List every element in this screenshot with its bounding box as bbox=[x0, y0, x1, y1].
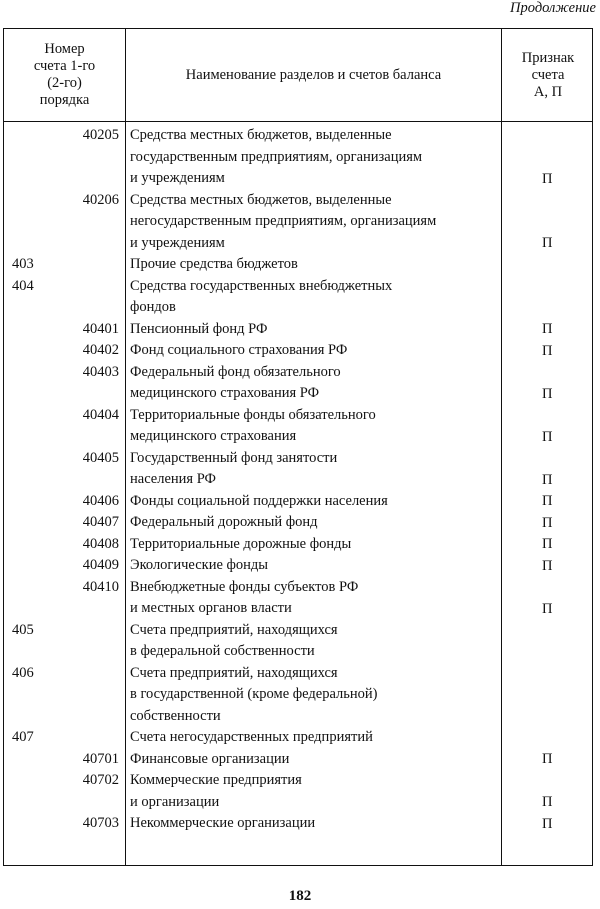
header-account-name: Наименование разделов и счетов баланса bbox=[185, 66, 442, 83]
account-sign: П bbox=[542, 557, 553, 574]
table-row bbox=[4, 770, 592, 813]
account-sign: П bbox=[542, 794, 553, 810]
account-name: Коммерческие предприятия и организации bbox=[130, 772, 302, 810]
account-name: Территориальные дорожные фонды bbox=[130, 535, 352, 552]
table-row bbox=[4, 340, 592, 362]
account-name: Территориальные фонды обязательного медицинского страхования bbox=[130, 406, 376, 444]
account-name: Некоммерческие организации bbox=[130, 815, 316, 831]
account-number: 40401 bbox=[82, 320, 119, 337]
table-row bbox=[4, 727, 592, 749]
page-number: 182 bbox=[288, 888, 312, 904]
account-sign: П bbox=[542, 493, 553, 509]
table-row bbox=[4, 276, 592, 319]
account-number: 40408 bbox=[82, 535, 119, 552]
accounts-table bbox=[3, 28, 593, 866]
account-number: 40404 bbox=[82, 406, 119, 423]
account-name: Пенсионный фонд РФ bbox=[130, 320, 268, 337]
table-row bbox=[4, 190, 592, 255]
table-header bbox=[4, 29, 592, 122]
account-sign: П bbox=[542, 514, 553, 531]
account-name: Финансовые организации bbox=[130, 750, 290, 767]
account-number: 40402 bbox=[82, 342, 119, 358]
account-name: Средства государственных внебюджетных фондов bbox=[130, 277, 393, 315]
table-row bbox=[4, 254, 592, 276]
account-name: Федеральный дорожный фонд bbox=[130, 514, 318, 530]
account-sign: П bbox=[542, 385, 553, 402]
account-sign: П bbox=[542, 600, 553, 617]
table-row bbox=[4, 362, 592, 405]
account-name: Прочие средства бюджетов bbox=[130, 256, 298, 272]
table-row bbox=[4, 534, 592, 556]
account-name: Фонды социальной поддержки населения bbox=[130, 492, 388, 509]
account-name: Фонд социального страхования РФ bbox=[130, 342, 348, 358]
account-sign: П bbox=[542, 471, 553, 488]
account-number: 40205 bbox=[82, 127, 119, 143]
header-account-number: Номер счета 1-го (2-го) порядка bbox=[33, 41, 96, 108]
table-row bbox=[4, 663, 592, 728]
header-account-sign: Признак счета А, П bbox=[521, 49, 575, 100]
account-number: 40206 bbox=[82, 191, 119, 208]
account-number: 40405 bbox=[82, 449, 119, 466]
table-row bbox=[4, 491, 592, 513]
account-number: 40702 bbox=[82, 772, 119, 788]
table-row bbox=[4, 448, 592, 491]
account-sign: П bbox=[542, 751, 553, 767]
account-sign: П bbox=[542, 170, 553, 187]
account-sign: П bbox=[542, 815, 553, 832]
continuation-note: Продолжение bbox=[510, 0, 596, 16]
account-number: 40410 bbox=[82, 578, 119, 595]
account-sign: П bbox=[542, 536, 553, 552]
account-name: Экологические фонды bbox=[130, 557, 269, 573]
account-number: 403 bbox=[12, 256, 34, 272]
account-number: 40701 bbox=[82, 750, 119, 767]
table-body bbox=[4, 125, 592, 835]
account-number: 406 bbox=[12, 664, 34, 681]
account-number: 40407 bbox=[82, 514, 119, 530]
account-number: 40703 bbox=[82, 815, 119, 831]
table-row bbox=[4, 125, 592, 190]
account-name: Счета негосударственных предприятий bbox=[130, 729, 373, 745]
account-name: Государственный фонд занятости населения РФ bbox=[130, 449, 338, 487]
table-row bbox=[4, 319, 592, 341]
account-number: 40403 bbox=[82, 363, 119, 380]
account-name: Средства местных бюджетов, выделенные негосударственным предприятиям, организациям и учреждениям bbox=[130, 191, 437, 251]
table-row bbox=[4, 577, 592, 620]
account-sign: П bbox=[542, 428, 553, 445]
account-name: Счета предприятий, находящихся в государственной (кроме федеральной) собственности bbox=[130, 664, 378, 724]
table-row bbox=[4, 749, 592, 771]
account-number: 407 bbox=[12, 729, 34, 745]
account-name: Средства местных бюджетов, выделенные государственным предприятиям, организациям и учреждениям bbox=[130, 127, 423, 186]
account-sign: П bbox=[542, 342, 553, 359]
account-name: Внебюджетные фонды субъектов РФ и местных органов власти bbox=[130, 578, 359, 616]
account-sign: П bbox=[542, 321, 553, 337]
account-number: 404 bbox=[12, 277, 34, 294]
account-name: Федеральный фонд обязательного медицинского страхования РФ bbox=[130, 363, 341, 401]
table-row bbox=[4, 620, 592, 663]
table-row bbox=[4, 512, 592, 534]
account-number: 40406 bbox=[82, 492, 119, 509]
table-row bbox=[4, 405, 592, 448]
table-row bbox=[4, 813, 592, 835]
account-name: Счета предприятий, находящихся в федеральной собственности bbox=[130, 621, 338, 659]
account-number: 405 bbox=[12, 621, 34, 638]
account-sign: П bbox=[542, 235, 553, 251]
table-row bbox=[4, 555, 592, 577]
account-number: 40409 bbox=[82, 557, 119, 573]
